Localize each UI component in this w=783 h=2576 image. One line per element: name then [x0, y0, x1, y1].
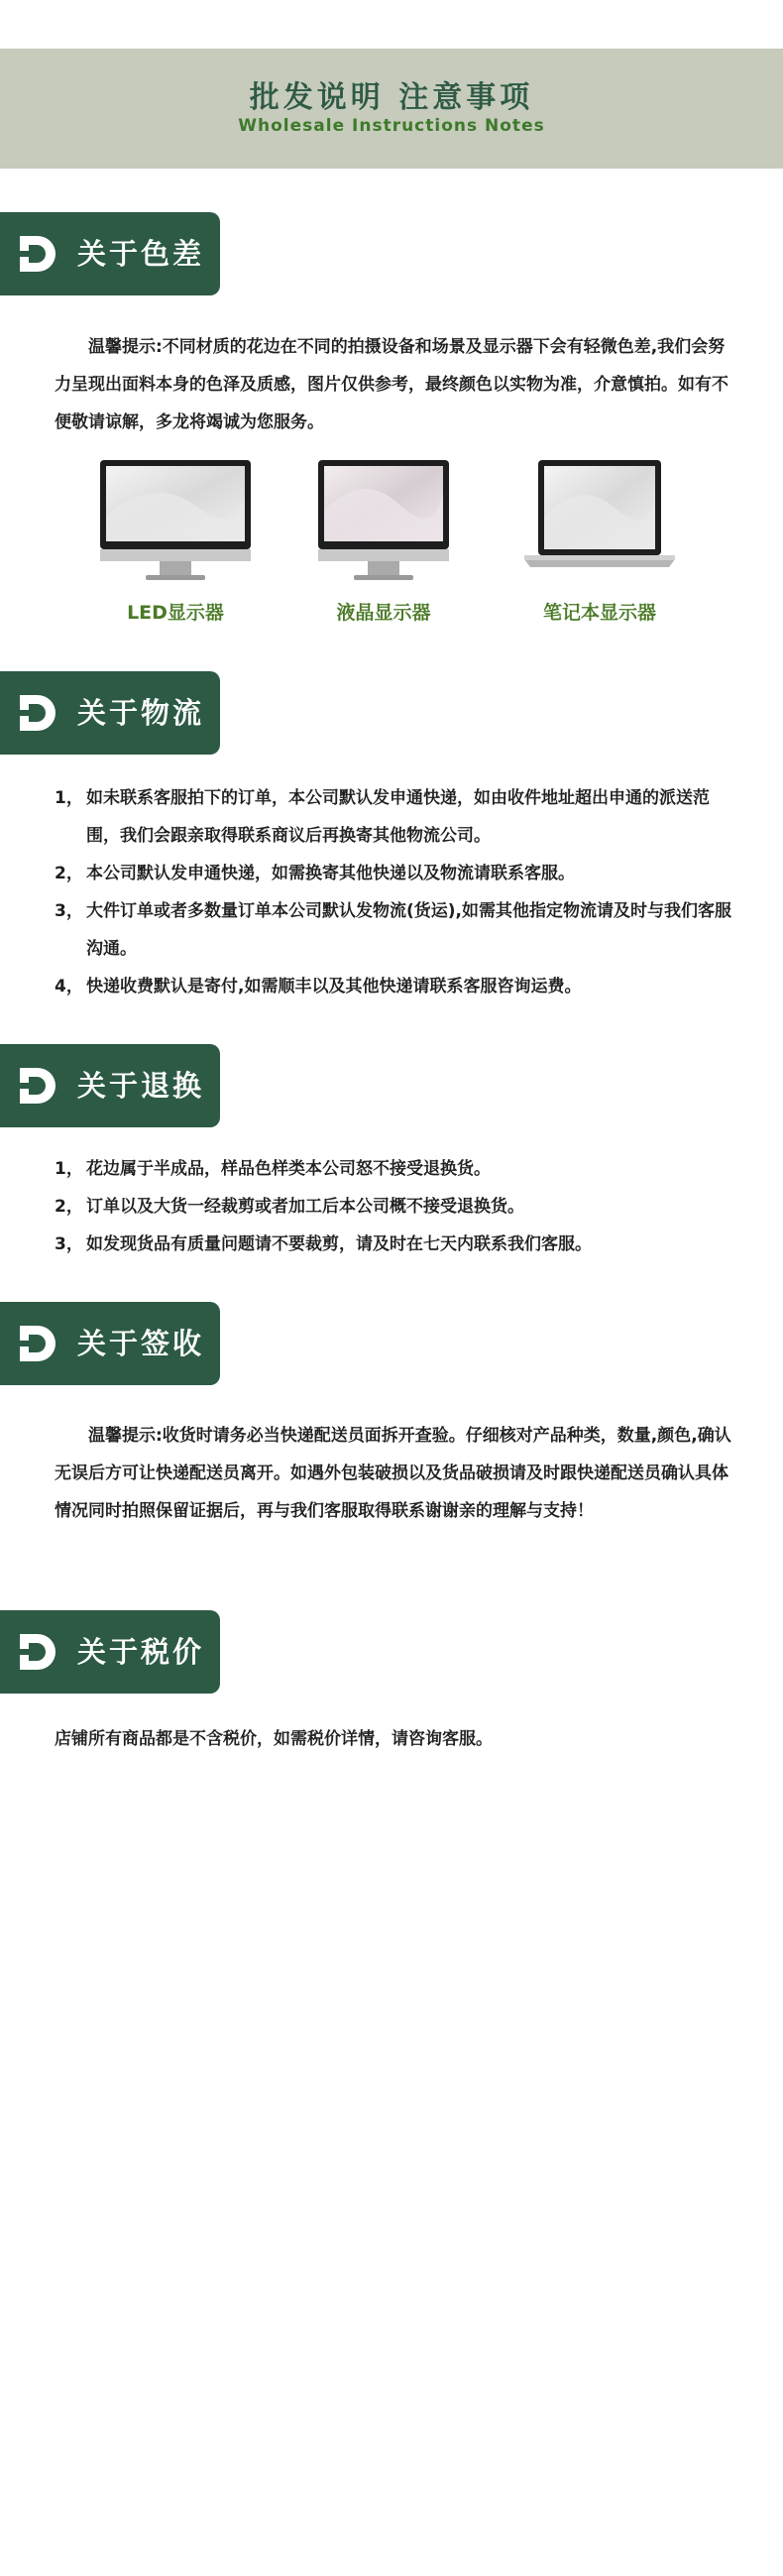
brand-d-logo-icon [16, 1064, 59, 1108]
section-title: 关于税价 [77, 1635, 205, 1669]
list-item: 1， 花边属于半成品，样品色样类本公司怒不接受退换货。 [55, 1159, 491, 1179]
section-title: 关于退换 [77, 1069, 205, 1103]
laptop-icon [520, 456, 679, 585]
list-item: 3， 如发现货品有质量问题请不要裁剪，请及时在七天内联系我们客服。 [55, 1234, 592, 1254]
device-label-led: LED显示器 [127, 602, 224, 624]
device-label-laptop: 笔记本显示器 [542, 602, 656, 624]
logistics-list [55, 779, 738, 1005]
brand-d-logo-icon [16, 1630, 59, 1674]
list-item: 4， 快递收费默认是寄付,如需顺丰以及其他快递请联系客服咨询运费。 [55, 977, 582, 996]
section-header-returns [0, 1044, 220, 1127]
section-title: 关于色差 [77, 237, 205, 271]
list-item: 2， 订单以及大货一经裁剪或者加工后本公司概不接受退换货。 [55, 1197, 524, 1217]
header-banner [0, 49, 783, 169]
brand-d-logo-icon [16, 232, 59, 276]
receipt-notice-text: 温馨提示:收货时请务必当快递配送员面拆开查验。仔细核对产品种类，数量,颜色,确认无误后方可让快递配送员离开。如遇外包装破损以及货品破损请及时跟快递配送员确认具体情况同时拍照保留证据后，再与我们客服取得联系谢谢亲的理解与支持！ [55, 1426, 731, 1521]
page-title: 批发说明 注意事项 [249, 80, 534, 115]
color-notice-text: 温馨提示:不同材质的花边在不同的拍摄设备和场景及显示器下会有轻微色差,我们会努力呈现出面料本身的色泽及质感，图片仅供参考，最终颜色以实物为准，介意慎拍。如有不便敬请谅解，多龙将竭诚为您服务。 [55, 337, 728, 432]
led-monitor-icon [96, 456, 255, 585]
section-header-color [0, 212, 220, 295]
section-header-tax [0, 1610, 220, 1694]
list-item: 2， 本公司默认发申通快递，如需换寄其他快递以及物流请联系客服。 [55, 864, 575, 883]
list-item: 1， 如未联系客服拍下的订单，本公司默认发申通快递，如由收件地址超出申通的派送范围，我们会跟亲取得联系商议后再换寄其他物流公司。 [55, 788, 710, 846]
section-title: 关于签收 [77, 1327, 205, 1360]
brand-d-logo-icon [16, 691, 59, 735]
list-item: 3， 大件订单或者多数量订单本公司默认发物流(货运),如需其他指定物流请及时与我们客服沟通。 [55, 901, 731, 959]
lcd-monitor-icon [304, 456, 463, 585]
section-header-receipt [0, 1302, 220, 1385]
tax-notice-text: 店铺所有商品都是不含税价，如需税价详情，请咨询客服。 [55, 1729, 493, 1749]
brand-d-logo-icon [16, 1322, 59, 1365]
section-header-logistics [0, 671, 220, 755]
device-label-lcd: 液晶显示器 [336, 602, 431, 624]
section-title: 关于物流 [77, 696, 205, 730]
returns-list [55, 1150, 738, 1263]
page-subtitle: Wholesale Instructions Notes [238, 116, 545, 136]
